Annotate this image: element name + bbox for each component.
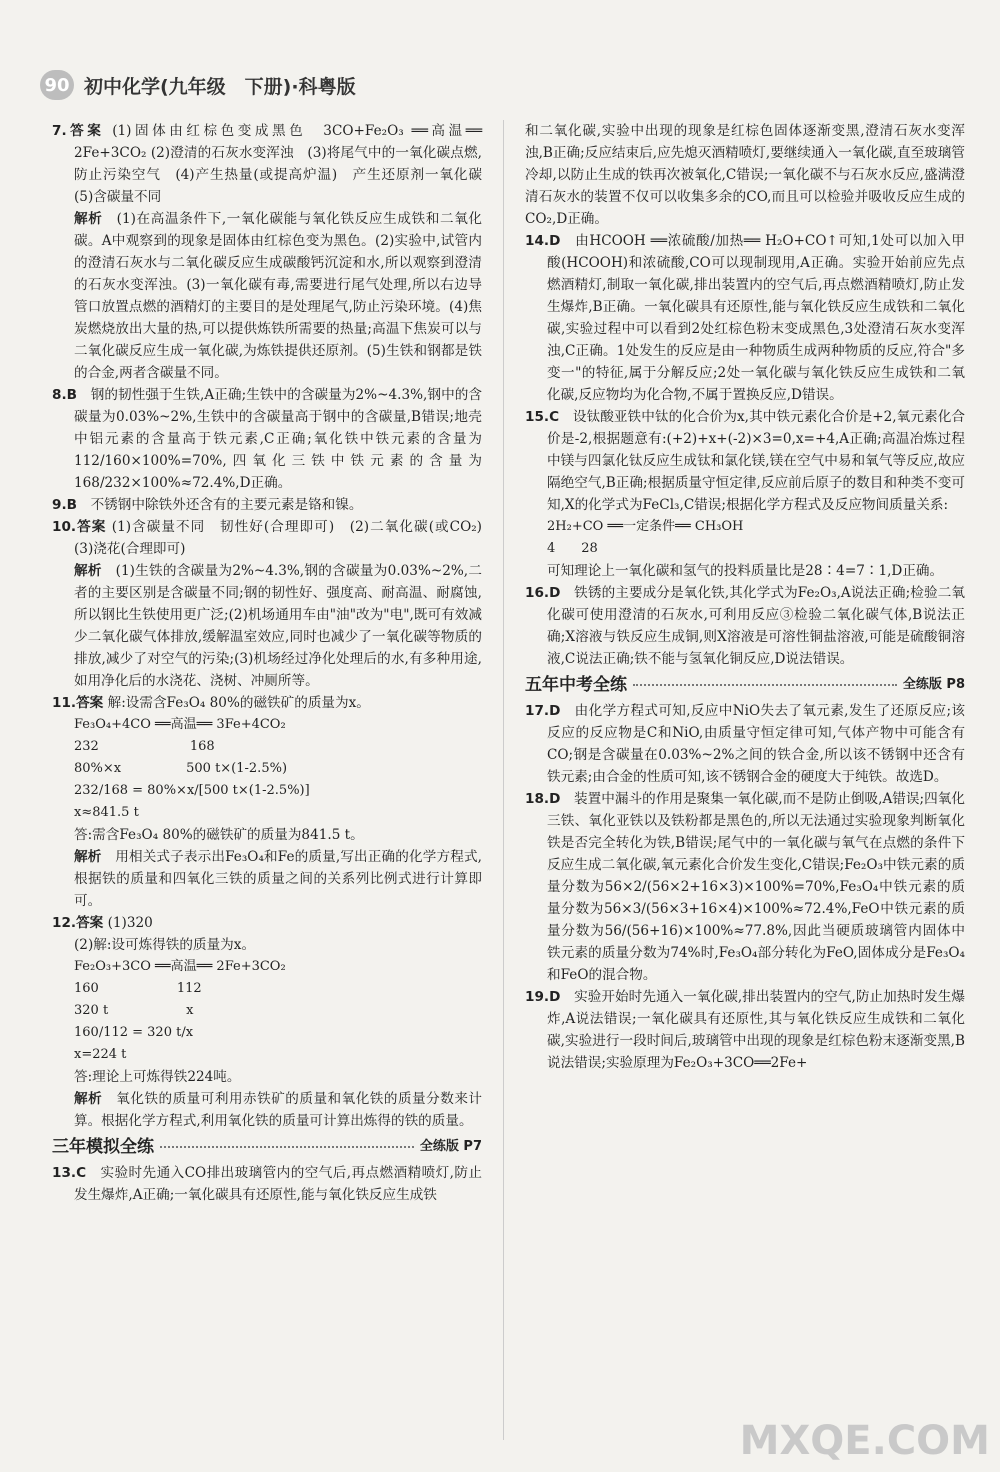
conclusion-11: 答:需含Fe₃O₄ 80%的磁铁矿的质量为841.5 t。 — [74, 827, 364, 843]
answer-15: 15.C 设钛酸亚铁中钛的化合价为x,其中铁元素化合价是+2,氧元素化合价是-2,根据题意有:(+2)+x+(-2)×3=0,x=+4,A正确;高温冶炼过程中镁与四氯化钛反应生成钛和氯化镁,镁在空气中易和氧气等反应,故应隔绝空气,B正确;根据质量守恒定律,反应前后原子的数目和种类不变可知,X的化学式为FeCl₃,C错误;根据化学方程式及反应物间质量关系: — [525, 409, 965, 513]
section-heading-5yr: 五年中考全练 全练版 P8 — [525, 675, 965, 695]
equation-line: Fe₃O₄+4CO ══高温══ 3Fe+4CO₂ — [74, 717, 286, 732]
answer-18: 18.D 装置中漏斗的作用是聚集一氧化碳,而不是防止倒吸,A错误;四氧化三铁、氧化亚铁以及铁粉都是黑色的,所以无法通过实验现象判断氧化铁是否完全转化为铁,B错误;尾气中的一氧化碳与氧气在点燃的条件下反应生成二氧化碳,氧元素化合价发生变化,C错误;Fe₂O₃中铁元素的质量分数为56×2/(56×2+16×3)×100%=70%,Fe₃O₄中铁元素的质量分数为56×3/(56×3+16×4)×100%≈72.4%,FeO中铁元素的质量分数为56/(56+16)×100%≈77.8%,因此当硬质玻璃管内固体中铁元素的质量分数为74%时,Fe₃O₄部分转化为FeO,固体成分是Fe₃O₄和FeO的混合物。 — [525, 791, 965, 983]
equation-line: 4 28 — [547, 541, 598, 556]
answer-8: 8.B 钢的韧性强于生铁,A正确;生铁中的含碳量为2%~4.3%,钢中的含碳量为0.03%~2%,生铁中的含碳量高于钢中的含碳量,B错误;地壳中铝元素的含量高于铁元素,C正确;氧化铁中铁元素的含量为112/160×100%=70%,四氧化三铁中铁元素的含量为168/232×100%≈72.4%,D正确。 — [52, 387, 482, 491]
watermark-logo: MXQE.COM — [739, 1418, 990, 1464]
answer-12: 12.答案 (1)320 — [52, 915, 153, 931]
answer-11: 11.答案 解:设需含Fe₃O₄ 80%的磁铁矿的质量为x。 — [52, 695, 370, 711]
page-header — [40, 70, 356, 100]
equation-line: 232 168 — [74, 739, 215, 754]
equation-line: x=224 t — [74, 1047, 127, 1062]
equation-line: Fe₂O₃+3CO ══高温══ 2Fe+3CO₂ — [74, 959, 286, 974]
equation-line: 160/112 = 320 t/x — [74, 1025, 194, 1040]
book-title: 初中化学(九年级 下册)·科粤版 — [84, 75, 356, 98]
analysis-11: 解析 用相关式子表示出Fe₃O₄和Fe的质量,写出正确的化学方程式,根据铁的质量和四氧化三铁的质量之间的关系列比例式进行计算即可。 — [74, 849, 483, 909]
conclusion-12: 答:理论上可炼得铁224吨。 — [74, 1069, 241, 1085]
answer-10: 10.答案 (1)含碳量不同 韧性好(合理即可) (2)二氧化碳(或CO₂) (3)浇花(合理即可) — [52, 519, 496, 557]
equation-line: 160 112 — [74, 981, 202, 996]
equation-line: x≈841.5 t — [74, 805, 139, 820]
column-divider — [503, 120, 504, 1440]
equation-line: 2H₂+CO ══一定条件══ CH₃OH — [547, 519, 744, 534]
answer-13-cont: 和二氧化碳,实验中出现的现象是红棕色固体逐渐变黑,澄清石灰水变浑浊,B正确;反应结束后,应先熄灭酒精喷灯,要继续通入一氧化碳,直至玻璃管冷却,以防止生成的铁再次被氧化,C错误;一氧化碳不与石灰水反应,盛满澄清石灰水的装置不仅可以收集多余的CO,而且可以检验并吸收反应生成的CO₂,D正确。 — [525, 123, 965, 227]
section-heading-3yr: 三年模拟全练 全练版 P7 — [52, 1137, 482, 1157]
equation-line: 80%×x 500 t×(1-2.5%) — [74, 761, 288, 776]
analysis-7: 解析 (1)在高温条件下,一氧化碳能与氧化铁反应生成铁和二氧化碳。A中观察到的现象是固体由红棕色变为黑色。(2)实验中,试管内的澄清石灰水与二氧化碳反应生成碳酸钙沉淀和水,所以观察到澄清的石灰水变浑浊。(3)一氧化碳有毒,需要进行尾气处理,所以右边导管口放置点燃的酒精灯的主要目的是处理尾气,防止污染环境。(4)焦炭燃烧放出大量的热,可以提供炼铁所需要的热量;高温下焦炭可以与二氧化碳反应生成一氧化碳,为炼铁提供还原剂。(5)生铁和钢都是铁的合金,两者含碳量不同。 — [74, 211, 483, 381]
answer-16: 16.D 铁锈的主要成分是氧化铁,其化学式为Fe₂O₃,A说法正确;检验二氧化碳可使用澄清的石灰水,可利用反应③检验二氧化碳气体,B说法正确;X溶液与铁反应生成铜,则X溶液是可溶性铜盐溶液,可能是硫酸铜溶液,C说法正确;铁不能与氢氧化铜反应,D说法错误。 — [525, 585, 965, 667]
answer-14: 14.D 由HCOOH ══浓硫酸/加热══ H₂O+CO↑可知,1处可以加入甲酸(HCOOH)和浓硫酸,CO可以现制现用,A正确。实验开始前应先点燃酒精灯,制取一氧化碳,排出装置内的空气后,再点燃酒精喷灯,防止发生爆炸,B正确。一氧化碳具有还原性,能与氧化铁反应生成铁和二氧化碳,实验过程中可以看到2处红棕色粉末变成黑色,3处澄清石灰水变浑浊,C正确。1处发生的反应是由一种物质生成两种物质的反应,符合"多变一"的特征,属于分解反应;2处一氧化碳与氧化铁反应生成铁和二氧化碳,反应物均为化合物,不属于置换反应,D错误。 — [525, 233, 965, 403]
conclusion-15: 可知理论上一氧化碳和氢气的投料质量比是28∶4=7∶1,D正确。 — [547, 563, 944, 579]
setup-12: (2)解:设可炼得铁的质量为x。 — [74, 937, 256, 953]
answer-7: 7.答案 (1)固体由红棕色变成黑色 3CO+Fe₂O₃ ══高温══ 2Fe+3CO₂ (2)澄清的石灰水变浑浊 (3)将尾气中的一氧化碳点燃,防止污染空气 (4)产生热量(或提高炉温) 产生还原剂一氧化碳 (5)含碳量不同 — [52, 123, 496, 205]
equation-line: 232/168 = 80%×x/[500 t×(1-2.5%)] — [74, 783, 310, 798]
equation-line: 320 t x — [74, 1003, 194, 1018]
analysis-12: 解析 氧化铁的质量可利用赤铁矿的质量和氧化铁的质量分数来计算。根据化学方程式,利用氧化铁的质量可计算出炼得的铁的质量。 — [74, 1091, 482, 1129]
answer-13: 13.C 实验时先通入CO排出玻璃管内的空气后,再点燃酒精喷灯,防止发生爆炸,A正确;一氧化碳具有还原性,能与氧化铁反应生成铁 — [52, 1165, 482, 1203]
answer-19: 19.D 实验开始时先通入一氧化碳,排出装置内的空气,防止加热时发生爆炸,A说法错误;一氧化碳具有还原性,其与氧化铁反应生成铁和二氧化碳,实验进行一段时间后,玻璃管中出现的现象是红棕色粉末逐渐变黑,B说法错误;实验原理为Fe₂O₃+3CO══2Fe+ — [525, 989, 965, 1071]
analysis-10: 解析 (1)生铁的含碳量为2%~4.3%,钢的含碳量为0.03%~2%,二者的主要区别是含碳量不同;钢的韧性好、强度高、耐高温、耐腐蚀,所以钢比生铁使用更广泛;(2)机场通用车由"油"改为"电",既可有效减少二氧化碳气体排放,缓解温室效应,同时也减少了一氧化碳等物质的排放,减少了对空气的污染;(3)机场经过净化处理后的水,有多种用途,如用净化后的水浇花、浇树、冲厕所等。 — [74, 563, 483, 689]
answer-9: 9.B 不锈钢中除铁外还含有的主要元素是铬和镍。 — [52, 497, 363, 513]
page-number: 90 — [40, 70, 74, 100]
right-column — [525, 120, 965, 1074]
answer-17: 17.D 由化学方程式可知,反应中NiO失去了氧元素,发生了还原反应;该反应的反应物是C和NiO,由质量守恒定律可知,气体产物中可能含有CO;钢是含碳量在0.03%~2%之间的铁合金,所以该不锈钢中还含有铁元素;由合金的性质可知,该不锈钢合金的硬度大于纯铁。故选D。 — [525, 703, 965, 785]
left-column — [52, 120, 496, 1206]
